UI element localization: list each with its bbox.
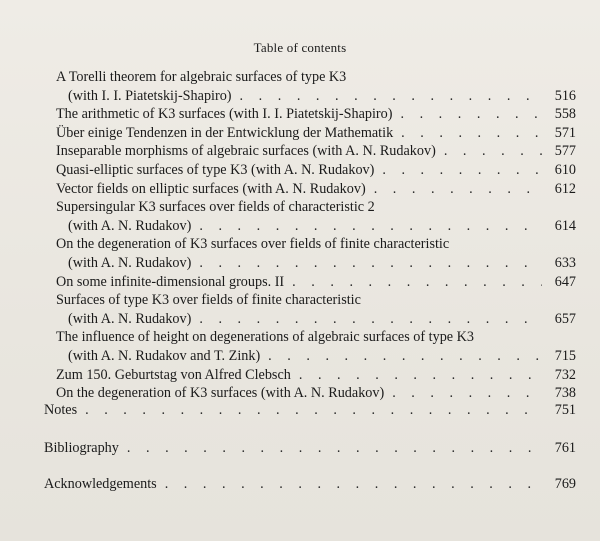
toc-entry-title: On some infinite-dimensional groups. II	[56, 273, 285, 290]
toc-page-number: 558	[554, 106, 576, 123]
dot-leader	[284, 273, 542, 292]
toc-page-number: 610	[554, 161, 576, 178]
dot-leader	[191, 310, 542, 329]
toc-entry-title: Quasi-elliptic surfaces of type K3 (with A. N. Rudakov)	[56, 161, 375, 178]
backmatter-label: Acknowledgements	[44, 476, 157, 492]
toc-backmatter-bibliography	[44, 438, 576, 458]
toc-entry	[56, 105, 576, 124]
toc-entry	[56, 273, 576, 292]
toc-page-number: 738	[554, 385, 576, 402]
toc-page-number: 761	[554, 440, 576, 456]
dot-leader	[191, 254, 542, 273]
toc-entry	[56, 124, 576, 143]
toc-backmatter-notes	[44, 400, 576, 420]
toc-entry-title: On the degeneration of K3 surfaces (with A. N. Rudakov)	[56, 385, 385, 402]
dot-leader	[232, 87, 542, 106]
toc-entry-title: Vector fields on elliptic surfaces (with A. N. Rudakov)	[56, 180, 366, 197]
toc-entry-title: Surfaces of type K3 over fields of finite characteristic	[56, 292, 361, 309]
toc-page-number: 571	[554, 124, 576, 141]
toc-page-number: 614	[554, 217, 576, 234]
toc-page-number: 647	[554, 273, 576, 290]
toc-entry	[56, 161, 576, 180]
dot-leader	[77, 400, 542, 420]
toc-entry	[56, 291, 576, 328]
dot-leader	[436, 142, 542, 161]
toc-entry-title-cont: (with A. N. Rudakov)	[68, 254, 192, 271]
toc-entry-title: Zum 150. Geburtstag von Alfred Clebsch	[56, 366, 291, 383]
page-title: Table of contents	[253, 40, 347, 55]
dot-leader	[119, 438, 542, 458]
backmatter-label: Notes	[44, 402, 78, 418]
dot-leader	[392, 105, 542, 124]
toc-entry	[56, 235, 576, 272]
toc-page-number: 612	[554, 180, 576, 197]
dot-leader	[366, 180, 542, 199]
toc-page-number: 715	[554, 347, 576, 364]
toc-entry	[56, 328, 576, 365]
toc-list	[56, 68, 576, 403]
toc-page-number: 751	[554, 402, 576, 418]
toc-page-number: 732	[554, 366, 576, 383]
toc-entry-title: The arithmetic of K3 surfaces (with I. I. Piatetskij-Shapiro)	[56, 106, 393, 123]
toc-entry-title: Über einige Tendenzen in der Entwicklung der Mathematik	[56, 124, 394, 141]
toc-entry-title: Inseparable morphisms of algebraic surfaces (with A. N. Rudakov)	[56, 143, 436, 160]
toc-entry-title: A Torelli theorem for algebraic surfaces of type K3	[56, 69, 347, 85]
toc-entry	[56, 142, 576, 161]
toc-entry	[56, 180, 576, 199]
toc-entry	[56, 68, 576, 105]
toc-page-number: 769	[554, 476, 576, 492]
toc-entry-title-cont: (with A. N. Rudakov)	[68, 217, 192, 234]
dot-leader	[291, 366, 542, 385]
toc-entry-title: Supersingular K3 surfaces over fields of characteristic 2	[56, 199, 375, 216]
toc-entry-title: The influence of height on degenerations of algebraic surfaces of type K3	[56, 329, 474, 346]
toc-entry-title-cont: (with I. I. Piatetskij-Shapiro)	[68, 87, 232, 104]
toc-page-number: 633	[554, 254, 576, 271]
dot-leader	[157, 474, 542, 494]
dot-leader	[393, 124, 542, 143]
toc-entry-title: On the degeneration of K3 surfaces over fields of finite characteristic	[56, 236, 450, 253]
toc-page-number: 577	[554, 143, 576, 160]
dot-leader	[260, 347, 542, 366]
toc-entry	[56, 366, 576, 385]
toc-page-number: 657	[554, 310, 576, 327]
dot-leader	[374, 161, 542, 180]
dot-leader	[191, 217, 542, 236]
toc-backmatter-acknowledgements	[44, 474, 576, 494]
backmatter-label: Bibliography	[44, 440, 119, 456]
toc-page-number: 516	[554, 87, 576, 104]
toc-entry-title-cont: (with A. N. Rudakov)	[68, 310, 192, 327]
toc-entry	[56, 198, 576, 235]
toc-entry-title-cont: (with A. N. Rudakov and T. Zink)	[68, 347, 261, 364]
